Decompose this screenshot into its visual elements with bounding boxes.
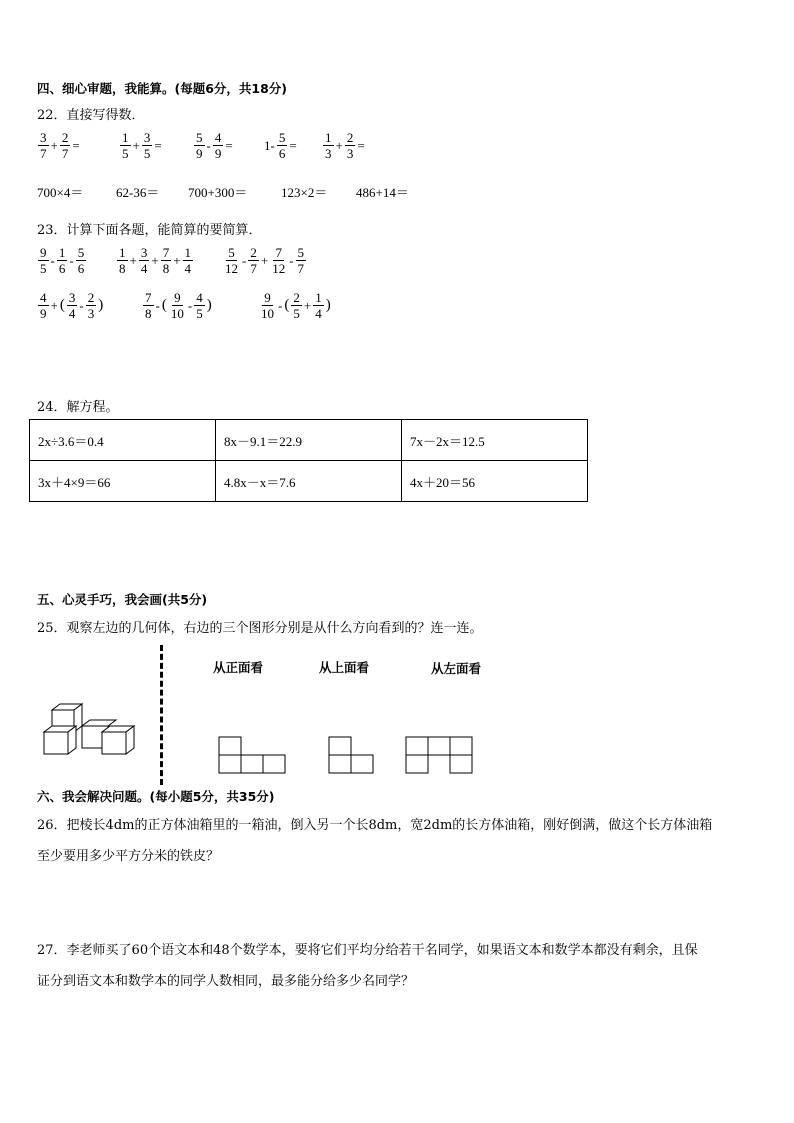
q27-text-line1: 27．李老师买了60个语文本和48个数学本，要将它们平均分给若干名同学，如果语文本和数学本都没有剩余，且保	[37, 943, 698, 958]
view-grid-c	[405, 736, 475, 776]
denominator: 6	[77, 261, 85, 276]
denominator: 4	[315, 306, 322, 321]
operator: (	[161, 297, 167, 313]
view-label-top: 从上面看	[319, 660, 370, 675]
operator: +	[303, 297, 312, 313]
fraction	[194, 130, 205, 161]
denominator: 3	[87, 306, 95, 321]
solid-figure-diagram	[40, 700, 144, 764]
fraction	[38, 245, 49, 276]
operator: +	[151, 252, 159, 268]
denominator: 8	[119, 261, 126, 276]
fraction	[323, 130, 334, 161]
fraction	[296, 245, 307, 276]
numerator: 5	[228, 245, 235, 260]
calc-item: 700+300＝	[188, 185, 248, 200]
numerator: 7	[145, 290, 152, 305]
calc-item: 486+14＝	[356, 185, 409, 200]
numerator: 2	[250, 245, 257, 260]
numerator: 1	[315, 290, 322, 305]
numerator: 3	[40, 130, 47, 145]
fraction	[67, 290, 78, 321]
numerator: 4	[196, 290, 203, 305]
operator: -	[50, 252, 55, 268]
denominator: 5	[196, 306, 203, 321]
numerator: 9	[174, 290, 181, 305]
numerator: 1	[119, 245, 126, 260]
numerator: 1	[122, 130, 129, 145]
section-5-heading: 五、心灵手巧，我会画(共5分)	[37, 592, 208, 607]
operator: -	[289, 252, 294, 268]
operator: -	[155, 297, 160, 313]
fraction-expression	[222, 245, 307, 276]
denominator: 6	[278, 146, 286, 161]
numerator: 9	[264, 290, 271, 305]
fraction	[345, 130, 356, 161]
table-cell: 3x＋4×9＝66	[30, 461, 216, 502]
denominator: 5	[293, 306, 300, 321]
fraction	[194, 290, 205, 321]
operator: -	[242, 252, 247, 268]
denominator: 6	[58, 261, 66, 276]
denominator: 8	[162, 261, 170, 276]
fraction	[213, 130, 224, 161]
fraction-expression	[263, 130, 298, 161]
view-label-left: 从左面看	[431, 661, 482, 676]
operator: +	[132, 137, 140, 153]
operator: )	[98, 297, 104, 313]
calc-item: 62-36＝	[116, 185, 160, 200]
numerator: 1	[325, 130, 332, 145]
fraction-expression	[258, 290, 332, 321]
operator: +	[50, 297, 58, 313]
numerator: 9	[40, 245, 47, 260]
fraction-expression	[322, 130, 366, 161]
q26-text-line1: 26．把棱长4dm的正方体油箱里的一箱油，倒入另一个长8dm，宽2dm的长方体油箱，刚好倒满，做这个长方体油箱	[37, 818, 713, 833]
operator: +	[260, 252, 269, 268]
operator: -	[69, 252, 74, 268]
calc-item: 123×2＝	[281, 185, 328, 200]
numerator: 5	[196, 130, 203, 145]
denominator: 8	[145, 306, 152, 321]
numerator: 1	[184, 245, 192, 260]
numerator: 4	[40, 290, 47, 305]
fraction	[76, 245, 87, 276]
fraction	[270, 245, 287, 276]
operator: (	[284, 297, 290, 313]
fraction	[169, 290, 186, 321]
denominator: 7	[61, 146, 69, 161]
q26-text-line2: 至少要用多少平方分米的铁皮？	[37, 849, 220, 864]
denominator: 4	[68, 306, 76, 321]
table-cell: 8x－9.1＝22.9	[216, 420, 402, 461]
fraction	[313, 290, 324, 321]
fraction	[143, 290, 154, 321]
operator: -	[79, 297, 84, 313]
fraction-expression	[116, 245, 194, 276]
fraction	[277, 130, 288, 161]
denominator: 9	[214, 146, 222, 161]
section-6-heading: 六、我会解决问题。(每小题5分，共35分)	[37, 789, 275, 804]
fraction-expression	[37, 245, 87, 276]
operator: +	[129, 252, 137, 268]
fraction-expression	[37, 130, 81, 161]
operator: =	[289, 137, 297, 153]
fraction	[291, 290, 302, 321]
table-row	[30, 420, 588, 461]
fraction-expression	[193, 130, 234, 161]
operator: =	[72, 137, 80, 153]
denominator: 12	[272, 261, 286, 276]
table-cell: 4x＋20＝56	[402, 461, 588, 502]
equation-table	[29, 419, 588, 502]
table-cell: 7x－2x＝12.5	[402, 420, 588, 461]
operator: +	[50, 137, 58, 153]
denominator: 4	[184, 261, 192, 276]
operator: (	[59, 297, 65, 313]
fraction	[259, 290, 276, 321]
q22-label: 22．直接写得数．	[37, 108, 145, 123]
numerator: 3	[68, 290, 76, 305]
numerator: 4	[214, 130, 222, 145]
table-row	[30, 461, 588, 502]
fraction	[183, 245, 194, 276]
fraction-expression	[142, 290, 213, 321]
numerator: 2	[346, 130, 354, 145]
denominator: 5	[40, 261, 47, 276]
q25-label: 25．观察左边的几何体，右边的三个图形分别是从什么方向看到的？连一连。	[37, 621, 483, 636]
denominator: 5	[122, 146, 129, 161]
fraction	[161, 245, 172, 276]
view-grid-a	[218, 736, 288, 776]
view-grid-b	[328, 736, 376, 776]
q23-label: 23．计算下面各题，能简算的要简算．	[37, 223, 262, 238]
operator: =	[225, 137, 233, 153]
dashed-divider	[160, 645, 163, 785]
denominator: 5	[143, 146, 151, 161]
q27-text-line2: 证分到语文本和数学本的同学人数相同，最多能分给多少名同学？	[37, 974, 415, 989]
fraction	[248, 245, 259, 276]
calc-item: 700×4＝	[37, 185, 84, 200]
fraction	[139, 245, 150, 276]
numerator: 3	[143, 130, 151, 145]
fraction-expression	[37, 290, 104, 321]
section-4-heading: 四、细心审题，我能算。(每题6分，共18分)	[37, 81, 288, 96]
numerator: 5	[297, 245, 305, 260]
operator: -	[206, 137, 211, 153]
numerator: 3	[140, 245, 148, 260]
operator: +	[173, 252, 181, 268]
operator: -	[278, 297, 283, 313]
denominator: 10	[170, 306, 184, 321]
denominator: 4	[140, 261, 148, 276]
table-cell: 2x÷3.6＝0.4	[30, 420, 216, 461]
fraction	[117, 245, 128, 276]
fraction	[60, 130, 71, 161]
operator: =	[154, 137, 162, 153]
view-label-front: 从正面看	[213, 660, 264, 675]
denominator: 3	[325, 146, 332, 161]
operator: )	[206, 297, 212, 313]
denominator: 7	[297, 261, 305, 276]
fraction	[223, 245, 240, 276]
denominator: 9	[40, 306, 47, 321]
numerator: 5	[278, 130, 286, 145]
denominator: 7	[40, 146, 47, 161]
operator: -	[187, 297, 193, 313]
fraction	[38, 290, 49, 321]
fraction	[57, 245, 68, 276]
numerator: 1	[58, 245, 66, 260]
fraction	[142, 130, 153, 161]
denominator: 7	[250, 261, 257, 276]
denominator: 3	[346, 146, 354, 161]
fraction	[120, 130, 131, 161]
denominator: 10	[261, 306, 274, 321]
numerator: 7	[162, 245, 170, 260]
fraction	[86, 290, 97, 321]
fraction	[38, 130, 49, 161]
numerator: 5	[77, 245, 85, 260]
operator: 1-	[264, 137, 275, 153]
operator: )	[325, 297, 331, 313]
q24-label: 24．解方程。	[37, 400, 119, 415]
operator: +	[335, 137, 343, 153]
operator: =	[357, 137, 365, 153]
numerator: 2	[87, 290, 95, 305]
denominator: 9	[196, 146, 203, 161]
numerator: 2	[293, 290, 300, 305]
denominator: 12	[225, 261, 238, 276]
table-cell: 4.8x－x＝7.6	[216, 461, 402, 502]
fraction-expression	[119, 130, 163, 161]
numerator: 7	[275, 245, 282, 260]
numerator: 2	[61, 130, 69, 145]
